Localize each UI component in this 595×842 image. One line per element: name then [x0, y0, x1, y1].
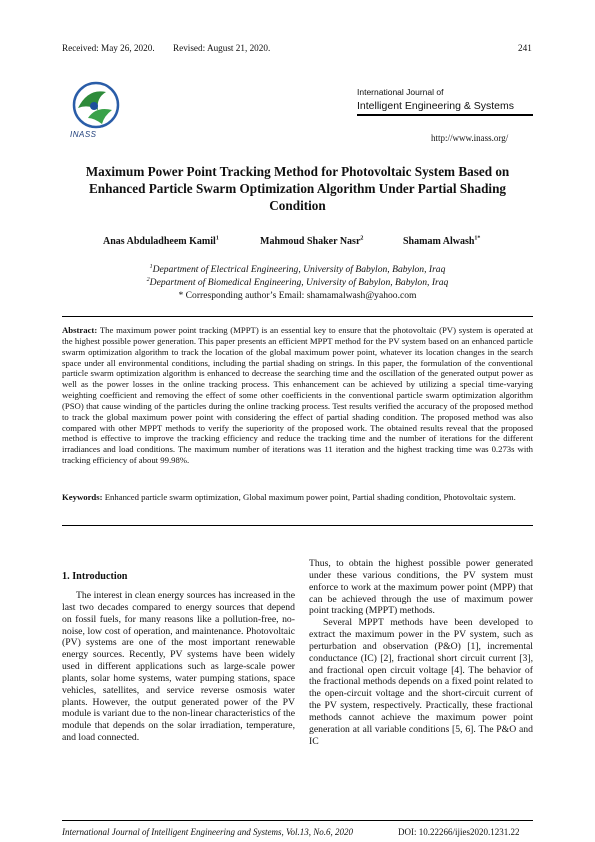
keywords [62, 492, 533, 503]
journal-url[interactable]: http://www.inass.org/ [431, 133, 509, 143]
abstract-bottom-rule [62, 525, 533, 526]
intro-paragraph-1: The interest in clean energy sources has increased in the last two decades compared to energy sources that depend on fossil fuels, for many reasons like a pollution-free, no-noise, low cost of operation, and maintenance. Photovoltaic (PV) systems are one of the most important renewable energy sources. Recently, PV systems have been widely used in different applications such as large-scale power plants, solar home systems, water pumping stations, space vehicles, satellites, and service reverse osmosis water plants. However, the output generated power of the PV module is variant due to the non-linear characteristics of the module that depends on the solar irradiation, temperature, and load connected. [62, 590, 295, 744]
author-sup: 1* [474, 235, 481, 242]
paper-title: Maximum Power Point Tracking Method for Photovoltaic System Based on Enhanced Particle Swarm Optimization Algorithm Under Partial Shading Condition [85, 164, 510, 213]
footer-rule [62, 820, 533, 821]
journal-name-line1: International Journal of [357, 87, 444, 97]
author-3 [403, 236, 480, 247]
abstract-top-rule [62, 316, 533, 317]
abstract [62, 325, 533, 466]
author-2 [260, 236, 363, 247]
author-sup: 1 [215, 235, 219, 242]
page-number: 241 [518, 43, 532, 53]
corresponding-author: * Corresponding author’s Email: shamamalwash@yahoo.com [178, 290, 417, 301]
author-sup: 2 [360, 235, 364, 242]
journal-underline [357, 114, 533, 116]
affiliation-text: Department of Biomedical Engineering, University of Babylon, Babylon, Iraq [149, 277, 449, 288]
inass-logo-icon [66, 80, 126, 130]
journal-name-line2: Intelligent Engineering & Systems [357, 100, 515, 112]
author-1 [103, 236, 219, 247]
affiliation-sup: 1 [149, 263, 153, 270]
keywords-text: Enhanced particle swarm optimization, Global maximum power point, Partial shading condition, Photovoltaic system. [104, 492, 516, 502]
logo-text: INASS [70, 130, 97, 139]
abstract-text: The maximum power point tracking (MPPT) is an essential key to ensure that the photovoltaic (PV) system is operated at the highest possible power generation. This paper presents an efficient MPPT method for the PV system based on an enhanced particle swarm optimization algorithm to track the location of the global maximum power point, whatever its location changes in the search space under all environmental conditions, including the partial shading on strings. In this paper, the formulation of the conventional particle swarm optimization algorithm is enhanced to decrease the searching time and the oscillation of the generated output power as well as the power losses in the online tracking process. This enhancement can be achieved by utilizing a special time-varying weighting coefficient and removing the effect of some other coefficients in the conventional particle swarm optimization algorithm (PSO) that cause winding of the particles during the online tracking process. Test results verified the accuracy of the proposed method to track the global maximum power point with considering the effect of partial shading condition. The proposed method was also compared with other MPPT methods to verify the superiority of the proposed work. The obtained results reveal that the proposed method is effective to improve the tracking efficiency and reduce the tracking time and the number of iterations for the different irradiances and load conditions. The maximum number of iterations was 11 iteration and the highest tracking time was 0.273s with tracking efficiency of about 99.98%. [62, 325, 534, 466]
affiliation-sup: 2 [146, 276, 150, 283]
affiliation-1 [60, 263, 535, 276]
keywords-label: Keywords: [62, 492, 103, 502]
abstract-label: Abstract: [62, 325, 98, 335]
section-heading-introduction: 1. Introduction [62, 571, 128, 582]
footer-journal: International Journal of Intelligent Engineering and Systems, Vol.13, No.6, 2020 [62, 827, 353, 837]
left-column [62, 590, 295, 744]
inass-logo [66, 80, 126, 142]
footer-doi: DOI: 10.22266/ijies2020.1231.22 [398, 827, 520, 837]
affiliation-2 [60, 276, 535, 289]
revised-date: Revised: August 21, 2020. [173, 43, 271, 53]
author-name: Shamam Alwash [403, 236, 475, 247]
author-name: Anas Abduladheem Kamil [103, 236, 216, 247]
right-column [309, 558, 533, 748]
intro-paragraph-3: Several MPPT methods have been developed to extract the maximum power in the PV system, such as perturbation and observation (P&O) [1], incremental conductance (IC) [2], fractional short circuit current [3], and fractional open circuit voltage [4]. The behavior of the fractional methods depends on a fixed point related to the open-circuit voltage and the short-circuit current of the PV system, respectively. Practically, these fractional methods cannot achieve the maximum power point generation at all variable conditions [5, 6]. The P&O and IC [309, 617, 533, 747]
author-name: Mahmoud Shaker Nasr [260, 236, 361, 247]
received-date: Received: May 26, 2020. [62, 43, 155, 53]
affiliation-text: Department of Electrical Engineering, University of Babylon, Babylon, Iraq [152, 264, 446, 275]
intro-paragraph-2: Thus, to obtain the highest possible power generated under these various conditions, the PV system must enforce to work at the maximum power point (MPP) that can be achieved through the use of maximum power point tracking (MPPT) methods. [309, 558, 533, 617]
